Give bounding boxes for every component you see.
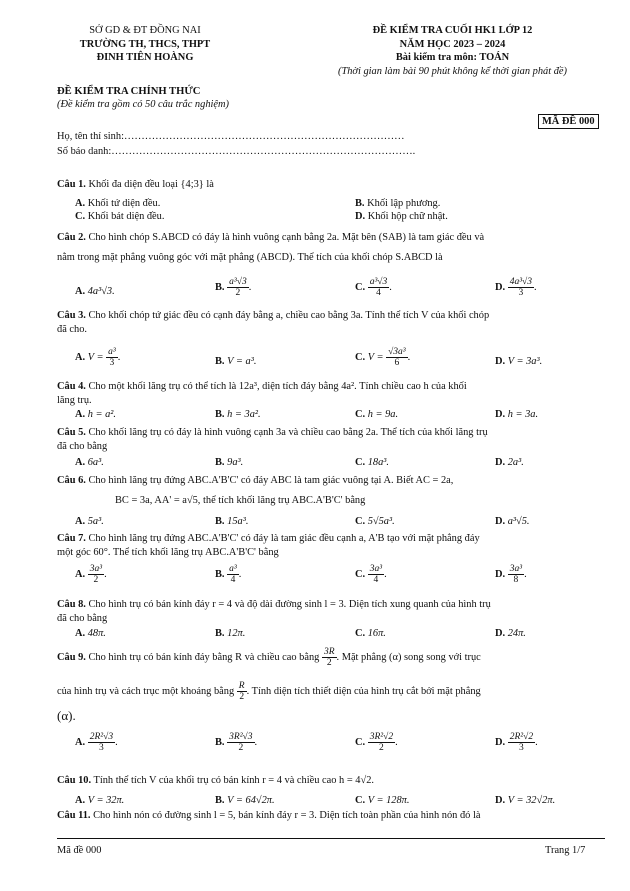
option-d: D. 2a³. — [495, 457, 524, 468]
option-text: V = 64√2π. — [227, 795, 275, 806]
option-d: D. V = 3a³. — [495, 356, 543, 367]
fraction-numerator: 3a³ — [369, 564, 383, 574]
fraction-numerator: 3R — [323, 647, 335, 657]
question-6 — [57, 474, 605, 487]
question-8-line2: đã cho bằng — [57, 613, 108, 624]
option-text: h = 9a. — [367, 409, 399, 420]
option-text: 6a³. — [87, 457, 104, 468]
option-text: Khối bát diện đều. — [87, 211, 165, 222]
fraction-denominator: 4 — [230, 575, 236, 585]
option-c: C. 16π. — [355, 628, 386, 639]
option-d: D. Khối hộp chữ nhật. — [355, 211, 448, 222]
fraction-denominator: 3 — [109, 358, 115, 368]
question-4-line2: lăng trụ. — [57, 395, 92, 406]
exam-header — [300, 24, 605, 78]
footer-exam-code: Mã đề 000 — [57, 845, 102, 856]
question-label: Câu 10. — [57, 775, 92, 786]
question-5 — [57, 426, 605, 439]
question-3-line2: đã cho. — [57, 324, 88, 335]
question-text: Khối đa diện đều loại {4;3} là — [88, 179, 214, 190]
option-b: B. V = a³. — [215, 356, 257, 367]
question-label: Câu 6. — [57, 475, 86, 486]
option-b: B. h = 3a². — [215, 409, 261, 420]
question-label: Câu 11. — [57, 810, 91, 821]
option-text: Khối lập phương. — [367, 198, 441, 209]
fraction-numerator: 3a³ — [509, 564, 523, 574]
option-d: D. 24π. — [495, 628, 526, 639]
option-b: B. $\frac{\text{a³√3}}{2}$ . — [215, 277, 252, 298]
question-4 — [57, 380, 605, 393]
option-b: B. V = 64√2π. — [215, 795, 275, 806]
question-text: của hình trụ và cách trục một khoảng bằng — [57, 685, 235, 697]
fraction-denominator: 6 — [394, 358, 400, 368]
fraction-denominator: 3 — [99, 743, 104, 753]
question-7 — [57, 532, 605, 545]
official-label: ĐỀ KIỂM TRA CHÍNH THỨC — [57, 86, 201, 97]
option-a: A. h = a². — [75, 409, 117, 420]
fraction-numerator: 3R²√2 — [369, 732, 394, 742]
option-text: Khối hộp chữ nhật. — [367, 211, 448, 222]
option-d: D. V = 32√2π. — [495, 795, 556, 806]
option-b: B. 15a³. — [215, 516, 249, 527]
option-text: Khối tứ diện đều. — [87, 198, 161, 209]
official-subtitle: (Đề kiểm tra gồm có 50 câu trắc nghiệm) — [57, 99, 229, 110]
option-c: C. 5√5a³. — [355, 516, 395, 527]
question-text: Cho khối lăng trụ có đáy là hình vuông cạnh 3a và chiều cao bằng 2a. Thể tích của khối lăng trụ — [88, 427, 488, 438]
question-1 — [57, 178, 605, 191]
fraction-denominator: 2 — [93, 575, 99, 585]
fraction-denominator: 4 — [376, 288, 381, 298]
question-label: Câu 9. — [57, 651, 86, 663]
option-d: D. $\frac{\text{2R²√2}}{3}$ . — [495, 732, 538, 753]
footer-page-number: Trang 1/7 — [545, 845, 586, 856]
fraction-numerator: √3a³ — [388, 347, 406, 357]
question-2 — [57, 231, 605, 244]
fraction-denominator: 3 — [519, 743, 524, 753]
option-a: A. Khối tứ diện đều. — [75, 198, 161, 209]
option-a: A. V = 32π. — [75, 795, 125, 806]
option-text: V = 128π. — [367, 795, 410, 806]
question-label: Câu 3. — [57, 310, 86, 321]
question-label: Câu 1. — [57, 179, 86, 190]
fraction-numerator: R — [238, 681, 245, 691]
question-8 — [57, 598, 605, 611]
option-a: A. 4a³√3. — [75, 286, 115, 297]
fraction-denominator: 3 — [518, 288, 524, 298]
question-label: Câu 2. — [57, 232, 86, 243]
option-text: 18a³. — [367, 457, 390, 468]
option-a: A. V = $\frac{\text{a³}}{3}$ . — [75, 347, 121, 368]
option-a: A. 5a³. — [75, 516, 104, 527]
fraction-denominator: 2 — [379, 743, 384, 753]
option-a: A. $\frac{\text{3a³}}{2}$ . — [75, 564, 107, 585]
question-label: Câu 7. — [57, 533, 86, 544]
question-9 — [57, 647, 605, 668]
school-name-2: ĐINH TIÊN HOÀNG — [96, 52, 194, 63]
option-text: a³√5. — [507, 516, 530, 527]
question-text: Cho hình trụ có bán kính đáy r = 4 và độ dài đường sinh l = 3. Diện tích xung quanh của hình trụ — [88, 599, 491, 610]
question-7-line2: một góc 60°. Thể tích khối lăng trụ ABC.A'B'C' bằng — [57, 547, 279, 558]
option-text: V = a³. — [227, 356, 257, 367]
option-text: 16π. — [367, 628, 386, 639]
question-text: Cho hình nón có đường sinh l = 5, bán kính đáy r = 3. Diện tích toàn phần của hình nón đó là — [93, 810, 481, 821]
question-3 — [57, 309, 605, 322]
question-text: . Mặt phẳng (α) song song với trục — [336, 651, 481, 663]
option-d: D. h = 3a. — [495, 409, 539, 420]
option-text: V = 3a³. — [507, 356, 543, 367]
question-text: Cho hình lăng trụ đứng ABC.A'B'C' có đáy là tam giác đều cạnh a, A'B tạo với mặt phẳng đáy — [88, 533, 480, 544]
fraction-numerator: a³ — [108, 347, 116, 357]
option-prefix: V = — [367, 351, 384, 363]
question-text: Cho hình lăng trụ đứng ABC.A'B'C' có đáy ABC là tam giác vuông tại A. Biết AC = 2a, — [88, 475, 454, 486]
option-text: 15a³. — [227, 516, 249, 527]
option-b: B. $\frac{\text{a³}}{4}$ . — [215, 564, 242, 585]
fraction-numerator: 3R²√3 — [229, 732, 253, 742]
fraction-denominator: 2 — [235, 288, 241, 298]
question-label: Câu 4. — [57, 381, 86, 392]
option-text: V = 32π. — [87, 795, 125, 806]
fraction-numerator: a³√3 — [369, 277, 388, 287]
question-5-line2: đã cho bằng — [57, 441, 108, 452]
fraction-numerator: 2R²√3 — [89, 732, 114, 742]
question-text: Cho khối chóp tứ giác đều có cạnh đáy bằng a, chiều cao bằng 3a. Tính thể tích V của khối chóp — [88, 310, 490, 321]
department-name: SỞ GD & ĐT ĐỒNG NAI — [89, 25, 201, 36]
option-text: 2a³. — [507, 457, 524, 468]
question-label: Câu 8. — [57, 599, 86, 610]
question-9-line3: (α). — [57, 708, 76, 723]
option-c: C. $\frac{\text{3a³}}{4}$ . — [355, 564, 387, 585]
option-a: A. 48π. — [75, 628, 106, 639]
option-a: A. $\frac{\text{2R²√3}}{3}$ . — [75, 732, 118, 753]
option-b: B. Khối lập phương. — [355, 198, 441, 209]
school-header — [30, 24, 260, 65]
question-6-line2: BC = 3a, AA' = a√5, thể tích khối lăng trụ ABC.A'B'C' bằng — [115, 495, 366, 506]
option-prefix: V = — [87, 351, 104, 363]
option-text: h = 3a. — [507, 409, 539, 420]
school-year: NĂM HỌC 2023 – 2024 — [399, 38, 506, 50]
question-text: Cho hình chóp S.ABCD có đáy là hình vuông cạnh bằng 2a. Mặt bên (SAB) là tam giác đều và — [88, 232, 485, 243]
option-a: A. 6a³. — [75, 457, 104, 468]
option-text: V = 32√2π. — [507, 795, 556, 806]
question-text: . Tính diện tích thiết diện của hình trụ cắt bởi mặt phẳng — [246, 685, 481, 697]
question-text: Tính thể tích V của khối trụ có bán kính r = 4 và chiều cao h = 4√2. — [93, 775, 374, 786]
option-d: D. $\frac{\text{4a³√3}}{3}$ . — [495, 277, 537, 298]
exam-subject: Bài kiểm tra môn: TOÁN — [395, 52, 510, 63]
fraction-numerator: 2R²√2 — [509, 732, 534, 742]
exam-time: (Thời gian làm bài 90 phút không kể thời gian phát đề) — [338, 65, 567, 77]
question-text: Cho một khối lăng trụ có thể tích là 12a³, diện tích đáy bằng 4a². Tính chiều cao h của khối — [88, 381, 467, 392]
fraction-denominator: 2 — [239, 692, 245, 702]
option-text: 24π. — [507, 628, 526, 639]
option-text: h = 3a². — [227, 409, 261, 420]
option-b: B. $\frac{\text{3R²√3}}{2}$ . — [215, 732, 258, 753]
fraction-numerator: a³ — [229, 564, 237, 574]
candidate-id-line: Số báo danh:……………………………………………………………………………. — [57, 146, 416, 157]
option-c: C. V = $\frac{\text{√3a³}}{6}$ . — [355, 347, 411, 368]
option-text: 12π. — [227, 628, 246, 639]
fraction-numerator: 3a³ — [89, 564, 103, 574]
option-d: D. $\frac{\text{3a³}}{8}$ . — [495, 564, 527, 585]
fraction-numerator: a³√3 — [229, 277, 247, 287]
option-d: D. a³√5. — [495, 516, 530, 527]
option-c: C. $\frac{\text{a³√3}}{4}$ . — [355, 277, 392, 298]
fraction-denominator: 8 — [513, 575, 519, 585]
option-c: C. V = 128π. — [355, 795, 410, 806]
fraction-denominator: 2 — [326, 658, 332, 668]
option-text: 5√5a³. — [367, 516, 395, 527]
option-text: h = a². — [87, 409, 117, 420]
question-11 — [57, 809, 605, 822]
school-name: TRƯỜNG TH, THCS, THPT — [79, 38, 211, 50]
footer-divider — [57, 838, 605, 839]
fraction-denominator: 4 — [373, 575, 379, 585]
option-text: 9a³. — [227, 457, 244, 468]
option-c: C. h = 9a. — [355, 409, 399, 420]
option-b: B. 12π. — [215, 628, 246, 639]
candidate-name-line: Họ, tên thí sinh:……………………………………………………………………… — [57, 131, 405, 142]
option-b: B. 9a³. — [215, 457, 244, 468]
question-10 — [57, 774, 605, 787]
option-text: 5a³. — [87, 516, 104, 527]
question-2-line2: nằm trong mặt phẳng vuông góc với mặt phẳng (ABCD). Thể tích của khối chóp S.ABCD là — [57, 252, 443, 263]
option-c: C. 18a³. — [355, 457, 390, 468]
fraction-denominator: 2 — [238, 743, 244, 753]
question-9-line2 — [57, 681, 605, 702]
option-text: 4a³√3. — [87, 286, 115, 297]
option-text: 48π. — [87, 628, 106, 639]
exam-title: ĐỀ KIỂM TRA CUỐI HK1 LỚP 12 — [372, 25, 533, 36]
exam-code-box: MÃ ĐỀ 000 — [538, 114, 599, 129]
question-label: Câu 5. — [57, 427, 86, 438]
option-c: C. Khối bát diện đều. — [75, 211, 165, 222]
option-c: C. $\frac{\text{3R²√2}}{2}$ . — [355, 732, 398, 753]
question-text: Cho hình trụ có bán kính đáy bằng R và chiều cao bằng — [88, 651, 320, 663]
fraction-numerator: 4a³√3 — [509, 277, 533, 287]
